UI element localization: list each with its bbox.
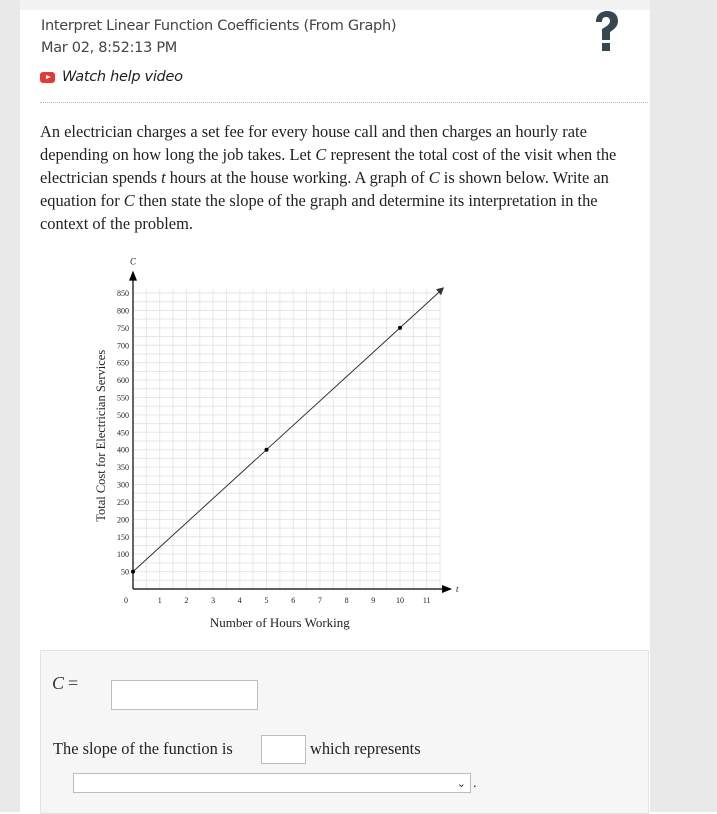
- chevron-down-icon: ⌄: [456, 778, 466, 790]
- help-link-label: Watch help video: [62, 69, 183, 85]
- equation-input[interactable]: [111, 680, 258, 710]
- x-tick-label: 10: [396, 596, 404, 605]
- y-tick-label: 850: [117, 289, 129, 299]
- y-tick-label: 550: [117, 393, 129, 403]
- equals-sign: =: [68, 673, 79, 693]
- c-var: C: [52, 673, 65, 693]
- problem-panel: [20, 10, 650, 812]
- x-tick-label: 3: [211, 596, 216, 605]
- timestamp: Mar 02, 8:52:13 PM: [41, 40, 177, 56]
- y-tick-label: 450: [117, 428, 129, 438]
- problem-statement: [40, 120, 640, 235]
- y-axis-arrow: [129, 271, 137, 281]
- y-tick-label: 300: [117, 480, 129, 490]
- problem-text-1: An electrician charges a set fee for every house call and then charges an hourly rate depending on how long the job takes. Let: [40, 122, 587, 164]
- x-tick-label: 8: [344, 596, 349, 605]
- y-axis-title: Total Cost for Electrician Services: [94, 349, 108, 522]
- left-margin: [0, 0, 20, 812]
- x-tick-label: 6: [291, 596, 296, 605]
- y-tick-label: 750: [117, 323, 129, 333]
- data-point: [265, 448, 269, 452]
- data-point: [398, 326, 402, 330]
- y-axis-variable: C: [129, 256, 137, 267]
- x-axis-arrow: [442, 585, 452, 593]
- var-c-2: C: [428, 168, 440, 187]
- y-tick-label: 200: [117, 515, 129, 525]
- cost-line: [133, 291, 440, 571]
- problem-text-2: represent the total cost of the visit when the electrician spends: [40, 145, 617, 187]
- c-equation-label: [52, 673, 78, 694]
- x-tick-label: 5: [264, 596, 269, 605]
- y-tick-label: 400: [117, 445, 129, 455]
- watch-help-video-link[interactable]: [40, 69, 183, 85]
- video-play-icon: [40, 72, 55, 83]
- question-mark-icon[interactable]: [590, 10, 620, 54]
- y-tick-label: 100: [117, 550, 129, 560]
- x-tick-label: 1: [157, 596, 162, 605]
- slope-prompt: The slope of the function is: [53, 739, 233, 758]
- problem-text-4: is shown below. Write an equation for: [40, 168, 609, 210]
- trailing-period: .: [473, 776, 477, 791]
- var-c-3: C: [123, 191, 135, 210]
- x-axis-variable: t: [456, 584, 459, 594]
- cost-graph: [75, 256, 459, 638]
- origin-label: 0: [124, 596, 128, 605]
- problem-text-3: hours at the house working. A graph of: [165, 168, 429, 187]
- y-tick-label: 800: [117, 306, 129, 316]
- y-tick-label: 600: [117, 376, 129, 386]
- x-tick-label: 7: [317, 596, 322, 605]
- y-tick-label: 500: [117, 410, 129, 420]
- x-tick-label: 9: [371, 596, 376, 605]
- y-tick-label: 700: [117, 341, 129, 351]
- top-strip: [20, 0, 650, 10]
- interpretation-select[interactable]: [73, 773, 471, 793]
- var-c: C: [315, 145, 327, 164]
- problem-title: Interpret Linear Function Coefficients (From Graph): [41, 18, 397, 34]
- section-divider: [40, 102, 648, 103]
- y-tick-label: 350: [117, 463, 129, 473]
- right-margin: [650, 0, 717, 812]
- data-point: [131, 570, 135, 574]
- problem-text-5: then state the slope of the graph and determine its interpretation in the context of the problem.: [40, 191, 598, 233]
- x-tick-label: 4: [237, 596, 242, 605]
- represents-prompt: which represents: [310, 739, 421, 758]
- x-tick-label: 2: [184, 596, 189, 605]
- slope-input[interactable]: [261, 735, 306, 764]
- y-tick-label: 650: [117, 358, 129, 368]
- y-tick-label: 50: [121, 567, 129, 577]
- x-tick-label: 11: [422, 596, 431, 605]
- y-tick-label: 150: [117, 532, 129, 542]
- y-tick-label: 250: [117, 497, 129, 507]
- var-t: t: [161, 168, 166, 187]
- x-axis-title: Number of Hours Working: [209, 615, 350, 630]
